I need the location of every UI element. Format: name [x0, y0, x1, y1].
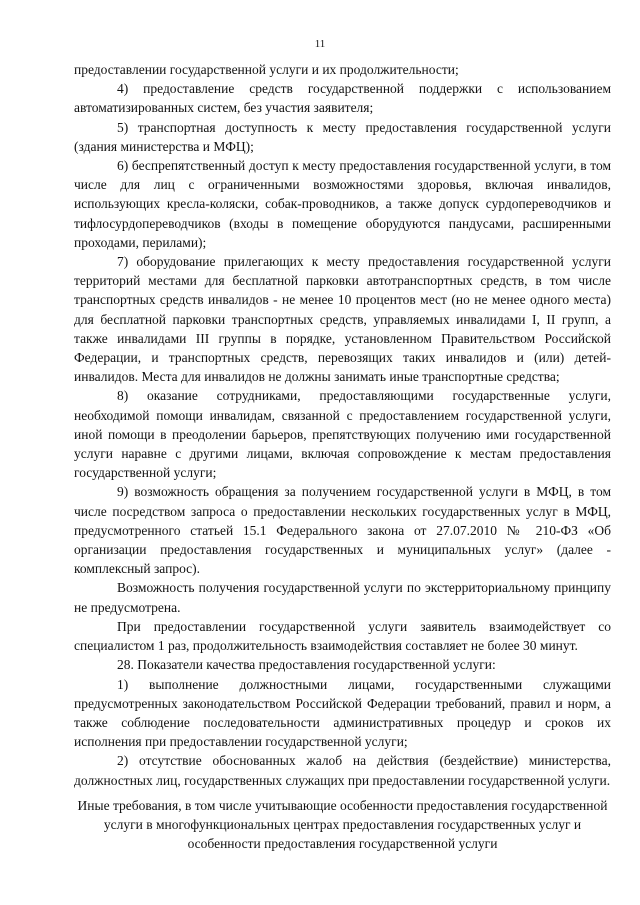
paragraph-continuation: предоставлении государственной услуги и их продолжительности;: [74, 62, 459, 77]
paragraph-clause-28: 28. Показатели качества предоставления государственной услуги:: [117, 657, 496, 673]
paragraph-item-8: 8) оказание сотрудниками, предоставляющими государственные услуги, необходимой помощи инвалидам, связанной с предоставлением государственной услуги, иной помощи в преодолении барьеров, препятствующих получению ими государственной услуги наравне с другими лицами, включая сопровождение к местам предоставления государственной услуги;: [74, 388, 611, 481]
paragraph-item-9: 9) возможность обращения за получением государственной услуги в МФЦ, в том числе посредством запроса о предоставлении нескольких государственных услуг в МФЦ, предусмотренного статьей 15.1 Федерального закона от 27.07.2010 № 210-ФЗ «Об организации предоставления государственных и муниципальных услуг» (далее - комплексный запрос).: [74, 484, 611, 577]
paragraph-quality-2: 2) отсутствие обоснованных жалоб на действия (бездействие) министерства, должностных лиц, государственных служащих при предоставлении государственной услуги.: [74, 753, 611, 788]
paragraph-quality-1: 1) выполнение должностными лицами, государственными служащими предусмотренных законодательством Российской Федерации требований, правил и норм, а также соблюдение последовательности административных процедур и сроков их исполнения при предоставлении государственной услуги;: [74, 676, 611, 750]
paragraph-extraterritorial: Возможность получения государственной услуги по экстерриториальному принципу не предусмотрена.: [74, 580, 611, 615]
section-heading: Иные требования, в том числе учитывающие особенности предоставления государственной услуги в многофункциональных центрах предоставления государственных услуг и особенности предоставления государственной услуги: [77, 798, 608, 852]
paragraph-item-5: 5) транспортная доступность к месту предоставления государственной услуги (здания министерства и МФЦ);: [74, 119, 611, 154]
paragraph-item-7: 7) оборудование прилегающих к месту предоставления государственной услуги территорий местами для бесплатной парковки автотранспортных средств, в том числе транспортных средств инвалидов - не менее 10 процентов мест (но не менее одного места) для бесплатной парковки транспортных средств, управляемых инвалидами I, II групп, а также инвалидами III группы в порядке, установленном Правительством Российской Федерации, и транспортных средств, перевозящих таких инвалидов и (или) детей-инвалидов. Места для инвалидов не должны занимать иные транспортные средства;: [74, 254, 611, 385]
paragraph-item-6: 6) беспрепятственный доступ к месту предоставления государственной услуги, в том числе для лиц с ограниченными возможностями здоровья, включая инвалидов, использующих кресла-коляски, собак-проводников, а также допуск сурдопереводчиков и тифлосурдопереводчиков (входы в помещение оборудуются пандусами, расширенными проходами, перилами);: [74, 158, 611, 250]
paragraph-interaction: При предоставлении государственной услуги заявитель взаимодействует со специалистом 1 раз, продолжительность взаимодействия составляет не более 30 минут.: [74, 618, 611, 654]
document-body: [74, 60, 611, 790]
page-number: 11: [314, 38, 326, 50]
paragraph-item-4: 4) предоставление средств государственной поддержки с использованием автоматизированных систем, без участия заявителя;: [74, 81, 611, 116]
